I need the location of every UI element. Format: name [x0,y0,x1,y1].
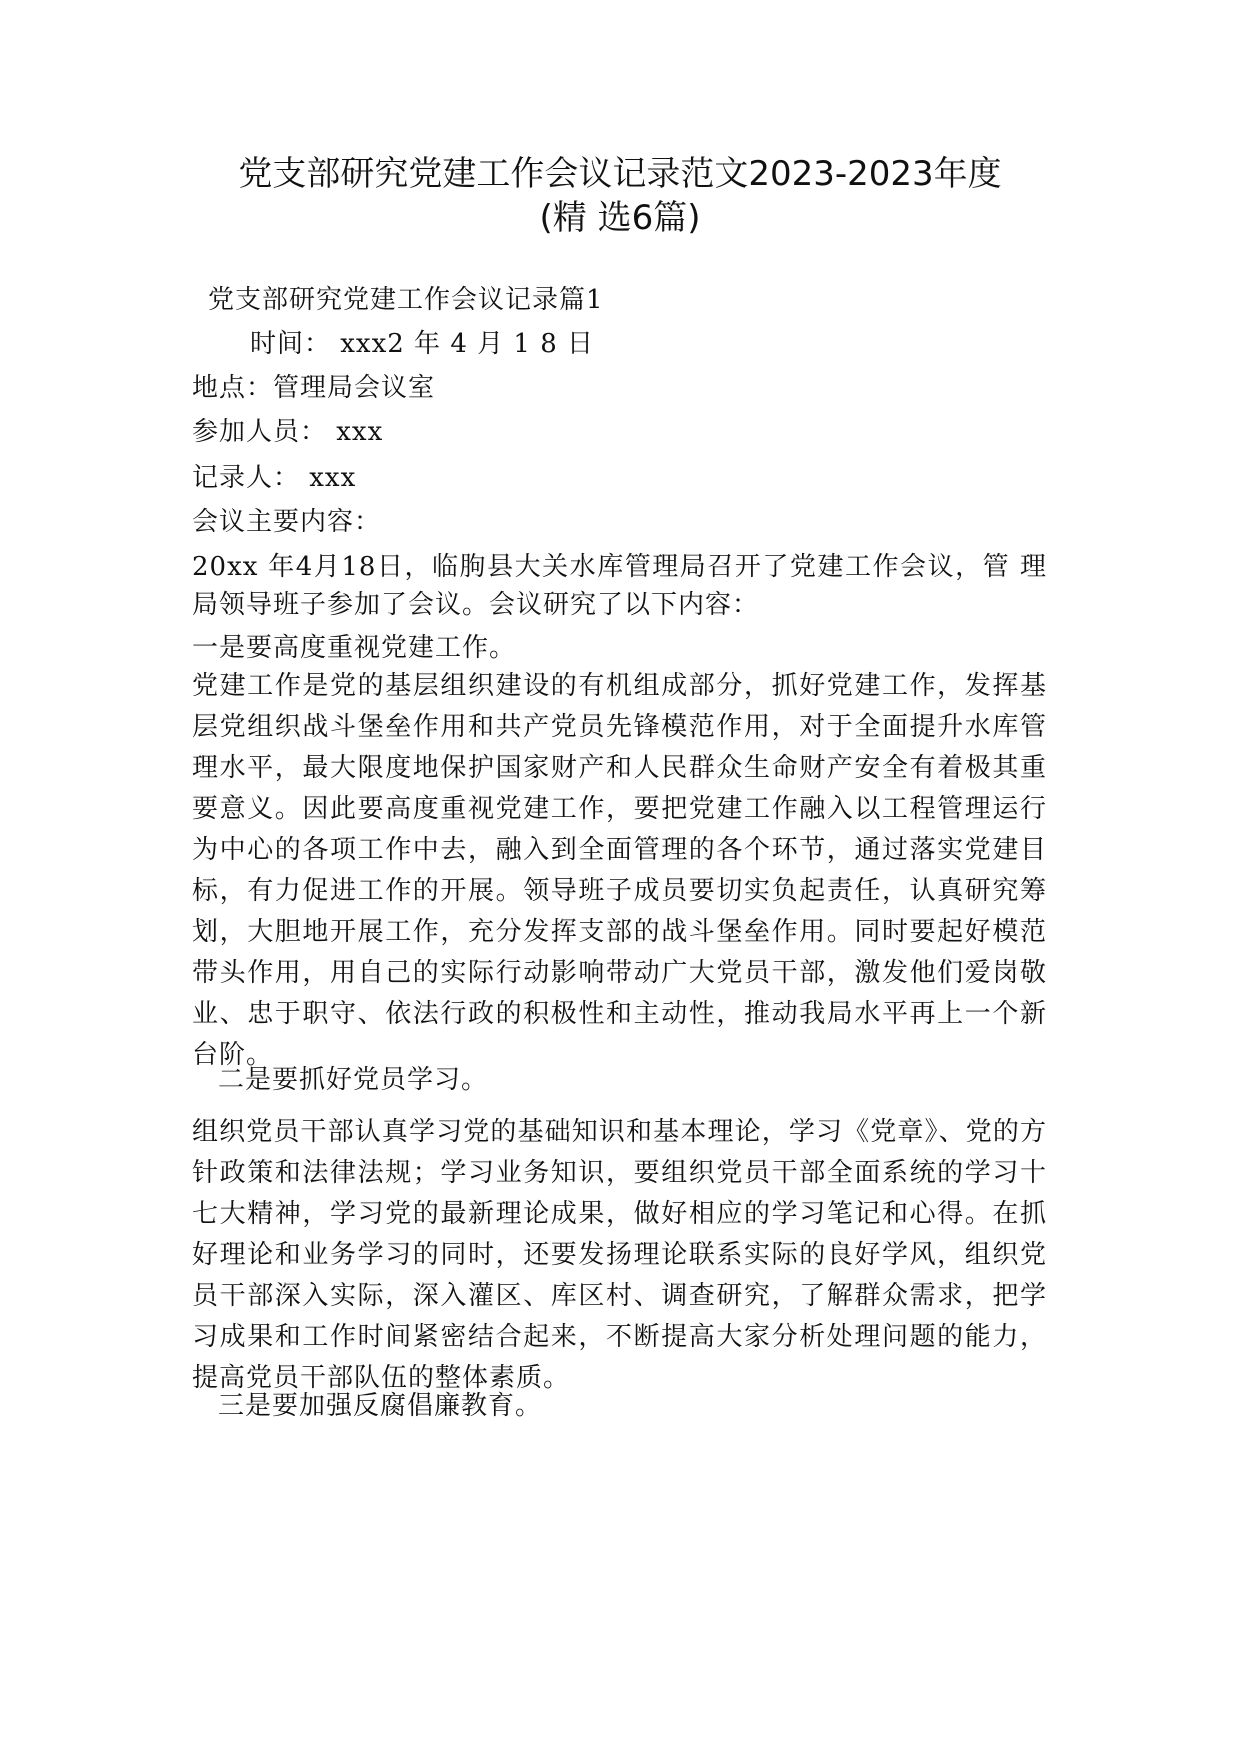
point1-body: 党建工作是党的基层组织建设的有机组成部分，抓好党建工作，发挥基层党组织战斗堡垒作用和共产党员先锋模范作用，对于全面提升水库管理水平，最大限度地保护国家财产和人民群众生命财产安全有着极其重要意义。因此要高度重视党建工作，要把党建工作融入以工程管理运行为中心的各项工作中去，融入到全面管理的各个环节，通过落实党建目标，有力促进工作的开展。领导班子成员要切实负起责任，认真研究筹划，大胆地开展工作，充分发挥支部的战斗堡垒作用。同时要起好模范带头作用，用自己的实际行动影响带动广大党员干部，激发他们爱岗敬业、忠于职守、依法行政的积极性和主动性，推动我局水平再上一个新台阶。 [192,671,1047,1070]
meeting-place: 地点：管理局会议室 [192,373,436,403]
meeting-content-label: 会议主要内容： [192,507,382,537]
point1-heading: 一是要高度重视党建工作。 [192,633,517,663]
section-heading: 党支部研究党建工作会议记录篇1 [208,285,604,315]
intro-paragraph: 20xx 年4月18日，临朐县大关水库管理局召开了党建工作会议，管 理局领导班子参加了会议。会议研究了以下内容： [192,552,1047,620]
document-subtitle: (精 选6篇) [539,198,701,238]
meeting-attendees: 参加人员： xxx [192,417,384,447]
point2-heading: 二是要抓好党员学习。 [218,1065,489,1095]
meeting-recorder: 记录人： xxx [192,463,357,493]
point3-heading: 三是要加强反腐倡廉教育。 [218,1391,543,1421]
meeting-time: 时间： xxx2 年 4 月 1 8 日 [250,329,595,359]
document-title: 党支部研究党建工作会议记录范文2023-2023年度 [238,154,1002,194]
point2-body: 组织党员干部认真学习党的基础知识和基本理论，学习《党章》、党的方针政策和法律法规；学习业务知识，要组织党员干部全面系统的学习十七大精神，学习党的最新理论成果，做好相应的学习笔记和心得。在抓好理论和业务学习的同时，还要发扬理论联系实际的良好学风，组织党员干部深入实际，深入灌区、库区村、调查研究，了解群众需求，把学习成果和工作时间紧密结合起来，不断提高大家分析处理问题的能力，提高党员干部队伍的整体素质。 [192,1117,1047,1393]
